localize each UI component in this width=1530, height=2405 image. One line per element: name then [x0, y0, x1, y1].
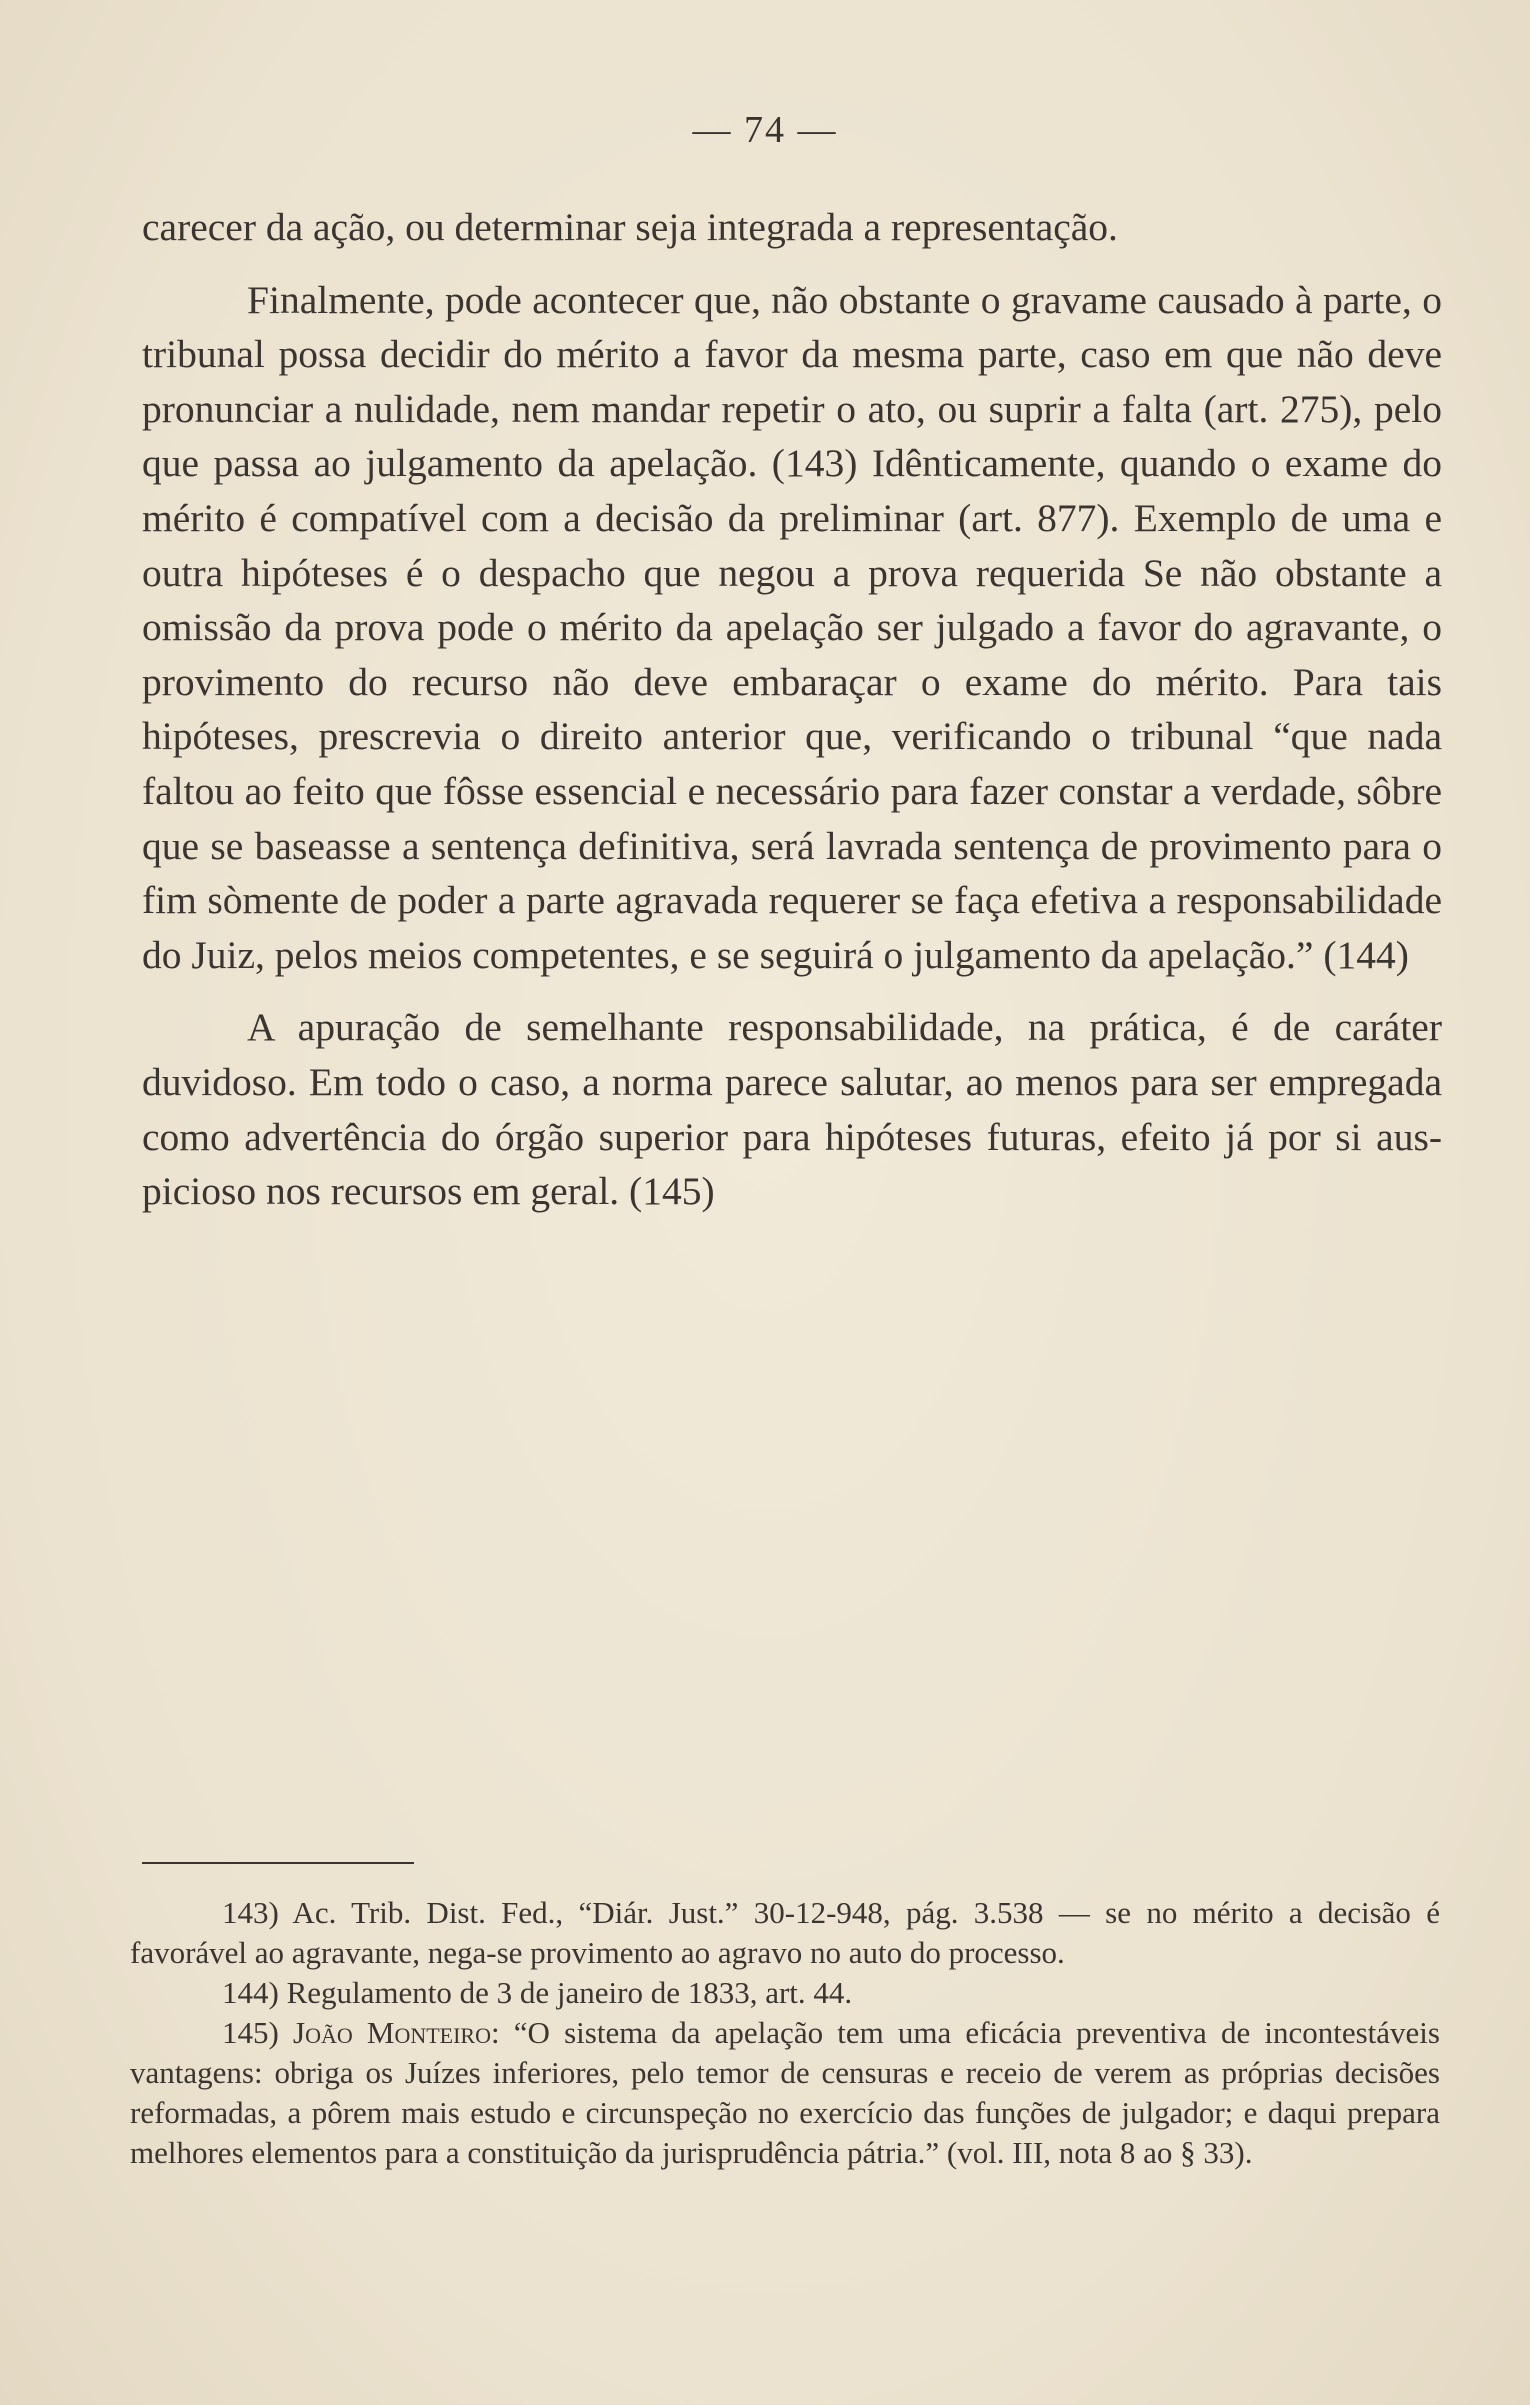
paragraph-finalmente: Finalmente, pode acontecer que, não obstante o gravame causado à parte, o tribunal possa decidir do mérito a favor da mesma parte, caso em que não deve pronunciar a nulidade, nem mandar repetir o ato, ou suprir a falta (art. 275), pelo que passa ao julgamento da apelação. (143) Idênticamente, quando o exame do mérito é compatível com a decisão da preliminar (art. 877). Exemplo de uma e outra hipóteses é o despacho que negou a prova requerida Se não obstante a omissão da prova pode o mérito da apelação ser julgado a favor do agravante, o provimento do recurso não deve embaraçar o exame do mérito. Para tais hipóteses, prescrevia o direito anterior que, verificando o tribunal “que nada faltou ao feito que fôsse essencial e necessário para fazer constar a verdade, sôbre que se baseasse a sentença definitiva, será lavrada sentença de provimento para o fim sòmente de poder a parte agravada requerer se faça efetiva a responsabilidade do Juiz, pelos meios competentes, e se seguirá o julgamento da apelação.” (144) [142, 277, 1442, 977]
footnote-144: 144) Regulamento de 3 de janeiro de 1833, art. 44. [222, 1975, 853, 2010]
footnote-143: 143) Ac. Trib. Dist. Fed., “Diár. Just.” 30-12-948, pág. 3.538 — se no mérito a decisão é favorável ao agravante, nega-se provimento ao agravo no auto do processo. [130, 1895, 1440, 1970]
paragraph-continuation: carecer da ação, ou determinar seja integrada a representação. [142, 205, 1118, 249]
footnote-divider [142, 1862, 414, 1864]
footnote-145-label: 145) [222, 2015, 279, 2050]
paragraph-apuracao: A apuração de semelhante responsabilidade, na prática, é de caráter duvidoso. Em todo o caso, a norma parece salutar, ao menos para ser empregada como advertência do órgão superior para hipóteses futuras, efeito já por si auspicioso nos recursos em geral. (145) [142, 1005, 1442, 1214]
body-text [142, 200, 1442, 1219]
page-number: — 74 — [692, 109, 838, 151]
footnote-145-text: : “O sistema da apelação tem uma eficácia preventiva de incontestáveis vantagens: obriga os Juízes inferiores, pelo temor de censuras e receio de verem as próprias decisões reformadas, a pôrem mais estudo e circunspeção no exercício das funções de julgador; e daqui prepara melhores elementos para a constituição da jurisprudência pátria.” (vol. III, nota 8 ao § 33). [130, 2015, 1440, 2170]
footnotes [130, 1893, 1440, 2173]
footnote-145 [130, 2013, 1440, 2173]
footnote-145-author: João Monteiro [293, 2015, 491, 2050]
